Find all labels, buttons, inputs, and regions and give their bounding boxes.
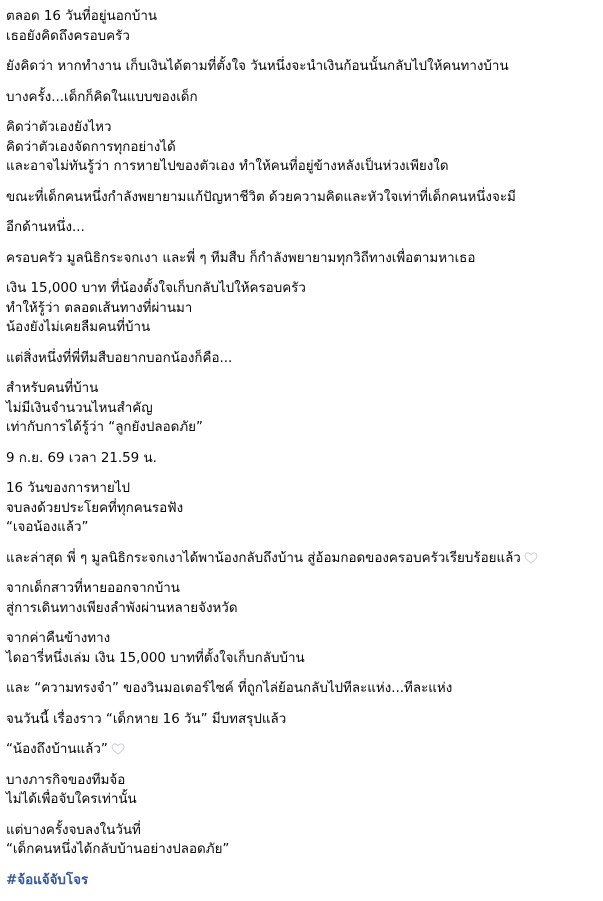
post-text-line bbox=[6, 649, 600, 669]
post-text: “น้องถึงบ้านแล้ว” bbox=[6, 742, 108, 757]
post-text-line bbox=[6, 740, 600, 760]
post-text-line bbox=[6, 710, 600, 730]
post-text: ขณะที่เด็กคนหนึ่งกำลังพยายามแก้ปัญหาชีวิต ด้วยความคิดและหัวใจเท่าที่เด็กคนหนึ่งจะมี bbox=[6, 189, 516, 205]
post-text-line bbox=[6, 188, 600, 208]
post-text: สำหรับคนที่บ้าน bbox=[6, 381, 99, 396]
post-text-line bbox=[6, 840, 600, 860]
post-text: เงิน 15,000 บาท ที่น้องตั้งใจเก็บกลับไปให้ครอบครัว bbox=[6, 281, 306, 296]
post-text: 16 วันของการหายไป bbox=[6, 481, 130, 496]
post-text: แต่บางครั้งจบลงในวันที่ bbox=[6, 822, 141, 838]
post-paragraph bbox=[6, 7, 600, 46]
post-text: ไม่ได้เพื่อจับใครเท่านั้น bbox=[6, 792, 137, 807]
post-text-line bbox=[6, 629, 600, 649]
post-text-line bbox=[6, 771, 600, 791]
post-body bbox=[6, 7, 600, 901]
post-paragraph bbox=[6, 479, 600, 538]
post-text-line bbox=[6, 399, 600, 419]
post-text: จากเด็กสาวที่หายออกจากบ้าน bbox=[6, 581, 180, 596]
post-text-line bbox=[6, 599, 600, 619]
post-paragraph bbox=[6, 188, 600, 208]
post-text-line bbox=[6, 249, 600, 269]
post-text-line bbox=[6, 821, 600, 841]
post-text: น้องยังไม่เคยลืมคนที่บ้าน bbox=[6, 320, 151, 335]
white-heart-icon bbox=[111, 743, 125, 755]
post-text: จากค่าคืนข้างทาง bbox=[6, 631, 111, 646]
post-text-line bbox=[6, 57, 600, 77]
post-text: อีกด้านหนึ่ง... bbox=[6, 220, 85, 235]
post-text: “เด็กคนหนึ่งได้กลับบ้านอย่างปลอดภัย” bbox=[6, 842, 230, 857]
post-text: สู่การเดินทางเพียงลำพังผ่านหลายจังหวัด bbox=[6, 600, 238, 616]
post-text-line bbox=[6, 579, 600, 599]
post-text: ตลอด 16 วันที่อยู่นอกบ้าน bbox=[6, 9, 158, 24]
post-paragraph bbox=[6, 821, 600, 860]
post-text-line bbox=[6, 418, 600, 438]
post-paragraph bbox=[6, 249, 600, 269]
post-paragraph bbox=[6, 349, 600, 369]
post-paragraph bbox=[6, 449, 600, 469]
post-text-line bbox=[6, 790, 600, 810]
post-text: จบลงด้วยประโยคที่ทุกคนรอฟัง bbox=[6, 500, 184, 516]
post-text: บางภารกิจของทีมจ้อ bbox=[6, 772, 126, 788]
post-text: “เจอน้องแล้ว” bbox=[6, 520, 89, 535]
post-text-line bbox=[6, 7, 600, 27]
post-text: ทำให้รู้ว่า ตลอดเส้นทางที่ผ่านมา bbox=[6, 300, 193, 316]
post-text: แต่สิ่งหนึ่งที่พี่ทีมสืบอยากบอกน้องก็คือ... bbox=[6, 350, 233, 366]
post-text: 9 ก.ย. 69 เวลา 21.59 น. bbox=[6, 450, 157, 466]
post-text-line bbox=[6, 218, 600, 238]
post-text-line bbox=[6, 679, 600, 699]
post-text-line bbox=[6, 479, 600, 499]
white-heart-icon bbox=[524, 552, 538, 564]
post-paragraph bbox=[6, 279, 600, 338]
post-paragraph bbox=[6, 740, 600, 760]
post-text-line bbox=[6, 88, 600, 108]
post-paragraph bbox=[6, 710, 600, 730]
hashtag-link[interactable]: #จ้อแจ้จับโจร bbox=[6, 872, 89, 888]
post-text-line bbox=[6, 279, 600, 299]
post-text: ยังคิดว่า หากทำงาน เก็บเงินได้ตามที่ตั้งใจ วันหนึ่งจะนำเงินก้อนนั้นกลับไปให้คนทางบ้าน bbox=[6, 59, 509, 74]
post-text: และ “ความทรงจำ” ของวินมอเตอร์ไซค์ ที่ถูกไล่ย้อนกลับไปทีละแห่ง...ทีละแห่ง bbox=[6, 681, 453, 696]
post-text: บางครั้ง...เด็กก็คิดในแบบของเด็ก bbox=[6, 89, 198, 105]
post-text: และอาจไม่ทันรู้ว่า การหายไปของตัวเอง ทำให้คนที่อยู่ข้างหลังเป็นห่วงเพียงใด bbox=[6, 159, 449, 174]
post-paragraph bbox=[6, 579, 600, 618]
post-text-line bbox=[6, 499, 600, 519]
post-paragraph bbox=[6, 771, 600, 810]
post-text-line bbox=[6, 157, 600, 177]
post-text-line bbox=[6, 379, 600, 399]
post-text: จนวันนี้ เรื่องราว “เด็กหาย 16 วัน” มีบทสรุปแล้ว bbox=[6, 711, 287, 727]
post-text-line bbox=[6, 518, 600, 538]
post-paragraph bbox=[6, 629, 600, 668]
post-text: ไม่มีเงินจำนวนไหนสำคัญ bbox=[6, 400, 153, 416]
post-text-line bbox=[6, 549, 600, 569]
post-paragraph bbox=[6, 379, 600, 438]
post-text: ไดอารี่หนึ่งเล่ม เงิน 15,000 บาทที่ตั้งใจเก็บกลับบ้าน bbox=[6, 650, 305, 666]
post-text-line bbox=[6, 318, 600, 338]
post-paragraph bbox=[6, 679, 600, 699]
post-text: เธอยังคิดถึงครอบครัว bbox=[6, 28, 130, 44]
post-paragraph bbox=[6, 549, 600, 569]
post-text: และล่าสุด พี่ ๆ มูลนิธิกระจกเงาได้พาน้องกลับถึงบ้าน สู่อ้อมกอดของครอบครัวเรียบร้อยแล้ว bbox=[6, 550, 521, 566]
post-text: คิดว่าตัวเองยังไหว bbox=[6, 120, 112, 135]
post-paragraph bbox=[6, 218, 600, 238]
post-paragraph bbox=[6, 57, 600, 77]
hashtag-paragraph bbox=[6, 871, 600, 891]
post-text-line bbox=[6, 349, 600, 369]
post-paragraph bbox=[6, 88, 600, 108]
post-text-line bbox=[6, 138, 600, 158]
post-text: เท่ากับการได้รู้ว่า “ลูกยังปลอดภัย” bbox=[6, 420, 203, 435]
post-paragraph bbox=[6, 118, 600, 177]
post-text-line bbox=[6, 118, 600, 138]
post-text-line bbox=[6, 299, 600, 319]
post-text-line bbox=[6, 27, 600, 47]
post-text-line bbox=[6, 449, 600, 469]
post-text: คิดว่าตัวเองจัดการทุกอย่างได้ bbox=[6, 139, 176, 155]
post-text: ครอบครัว มูลนิธิกระจกเงา และพี่ ๆ ทีมสืบ ก็กำลังพยายามทุกวิถีทางเพื่อตามหาเธอ bbox=[6, 250, 476, 266]
